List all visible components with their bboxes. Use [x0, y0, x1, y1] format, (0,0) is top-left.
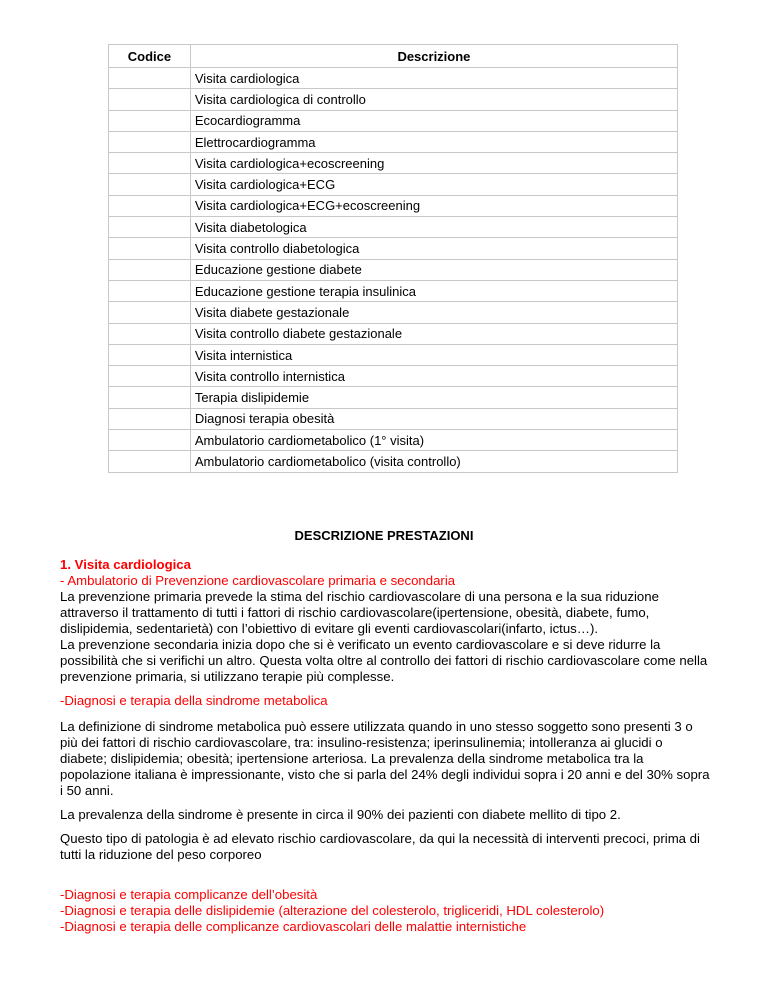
subheading-obesity: -Diagnosi e terapia complicanze dell’obesità [60, 887, 318, 902]
table-row [109, 259, 678, 280]
cell-codice [109, 238, 191, 259]
cell-codice [109, 259, 191, 280]
table-row [109, 408, 678, 429]
cell-codice [109, 280, 191, 301]
cell-descrizione: Visita diabete gestazionale [190, 302, 677, 323]
paragraph-prevalence: La prevalenza della sindrome è presente in circa il 90% dei pazienti con diabete mellito di tipo 2. [60, 807, 621, 822]
table-row [109, 323, 678, 344]
cell-codice [109, 344, 191, 365]
subheading-prevention: - Ambulatorio di Prevenzione cardiovascolare primaria e secondaria [60, 573, 456, 588]
cell-descrizione: Visita controllo diabete gestazionale [190, 323, 677, 344]
cell-descrizione: Ambulatorio cardiometabolico (1° visita) [190, 430, 677, 451]
cell-descrizione: Terapia dislipidemie [190, 387, 677, 408]
paragraph-risk: Questo tipo di patologia è ad elevato rischio cardiovascolare, da qui la necessità di interventi precoci, prima di tutti la riduzione del peso corporeo [60, 831, 700, 862]
cell-codice [109, 195, 191, 216]
table-row [109, 89, 678, 110]
cell-descrizione: Educazione gestione diabete [190, 259, 677, 280]
description-content [60, 557, 710, 935]
column-header-codice: Codice [109, 45, 191, 68]
section-title: DESCRIZIONE PRESTAZIONI [294, 528, 474, 543]
table-row [109, 430, 678, 451]
subheading-metabolic-syndrome: -Diagnosi e terapia della sindrome metabolica [60, 693, 328, 708]
table-body [109, 68, 678, 473]
table-row [109, 195, 678, 216]
cell-descrizione: Visita cardiologica di controllo [190, 89, 677, 110]
cell-codice [109, 153, 191, 174]
cell-codice [109, 302, 191, 323]
cell-codice [109, 89, 191, 110]
table-row [109, 153, 678, 174]
table-row [109, 344, 678, 365]
cell-descrizione: Visita controllo internistica [190, 366, 677, 387]
paragraph-metabolic-definition: La definizione di sindrome metabolica può essere utilizzata quando in uno stesso soggetto sono presenti 3 o più dei fattori di rischio cardiovascolare, tra: insulino-resistenza; iperinsulinemia; intolleranza ai glucidi o diabete; dislipidemia; obesità; ipertensione arteriosa. La prevalenza della sindrome metabolica tra la popolazione italiana è impressionante, visto che si parla del 24% degli individui sopra i 20 anni e del 30% sopra i 50 anni. [60, 719, 710, 798]
cell-codice [109, 366, 191, 387]
cell-descrizione: Visita cardiologica+ECG+ecoscreening [190, 195, 677, 216]
cell-codice [109, 68, 191, 89]
column-header-descrizione: Descrizione [190, 45, 677, 68]
cell-descrizione: Visita cardiologica [190, 68, 677, 89]
cell-descrizione: Ambulatorio cardiometabolico (visita controllo) [190, 451, 677, 472]
cell-descrizione: Visita diabetologica [190, 217, 677, 238]
table-row [109, 302, 678, 323]
cell-codice [109, 174, 191, 195]
table-row [109, 451, 678, 472]
paragraph-secondary-prevention: La prevenzione secondaria inizia dopo che si è verificato un evento cardiovascolare e si deve ridurre la possibilità che si verifichi un altro. Questa volta oltre al controllo dei fattori di rischio cardiovascolare come nella prevenzione primaria, si utilizzano terapie più complesse. [60, 637, 708, 684]
table-row [109, 280, 678, 301]
paragraph-primary-prevention: La prevenzione primaria prevede la stima del rischio cardiovascolare di una persona e la sua riduzione attraverso il trattamento di tutti i fattori di rischio cardiovascolare(ipertensione, obesità, diabete, fumo, dislipidemia, sedentarietà) con l’obiettivo di evitare gli eventi cardiovascolari(infarto, ictus…). [60, 589, 659, 636]
cell-descrizione: Visita cardiologica+ecoscreening [190, 153, 677, 174]
cell-codice [109, 323, 191, 344]
table-row [109, 174, 678, 195]
table-row [109, 387, 678, 408]
cell-descrizione: Visita cardiologica+ECG [190, 174, 677, 195]
table-header-row [109, 45, 678, 68]
table-row [109, 68, 678, 89]
cell-codice [109, 131, 191, 152]
cell-codice [109, 217, 191, 238]
cell-descrizione: Ecocardiogramma [190, 110, 677, 131]
table-row [109, 366, 678, 387]
cell-descrizione: Visita internistica [190, 344, 677, 365]
cell-descrizione: Educazione gestione terapia insulinica [190, 280, 677, 301]
cell-codice [109, 110, 191, 131]
table-row [109, 238, 678, 259]
cell-codice [109, 408, 191, 429]
subheading-dyslipidemia: -Diagnosi e terapia delle dislipidemie (alterazione del colesterolo, trigliceridi, HDL colesterolo) [60, 903, 605, 918]
cell-codice [109, 451, 191, 472]
section-heading: 1. Visita cardiologica [60, 557, 191, 572]
cell-descrizione: Visita controllo diabetologica [190, 238, 677, 259]
cell-descrizione: Diagnosi terapia obesità [190, 408, 677, 429]
subheading-internal-complications: -Diagnosi e terapia delle complicanze cardiovascolari delle malattie internistiche [60, 919, 527, 934]
table-row [109, 110, 678, 131]
cell-codice [109, 387, 191, 408]
table-row [109, 131, 678, 152]
table-row [109, 217, 678, 238]
cell-descrizione: Elettrocardiogramma [190, 131, 677, 152]
services-table [108, 44, 678, 473]
cell-codice [109, 430, 191, 451]
